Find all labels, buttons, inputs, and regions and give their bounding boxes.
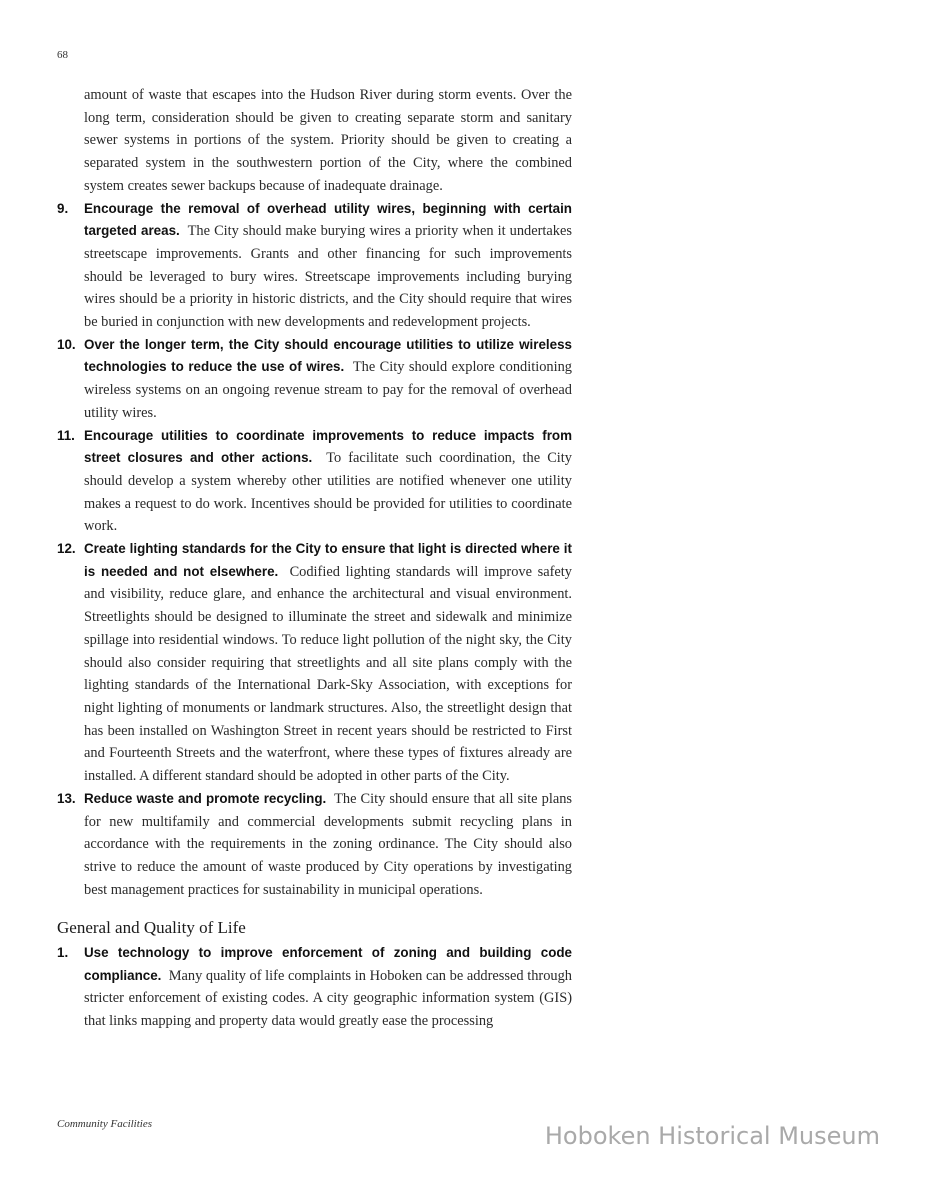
item-body: Codified lighting standards will improve safety and visibility, reduce glare, and enhance the architectural and visual environment. Streetlights should be designed to illuminate the street and sidewalk and minimize spillage into residential windows. To reduce light pollution of the night sky, the City should also consider requiring that streetlights and all site plans comply with the lighting standards of the International Dark-Sky Association, with exceptions for night lighting of monuments or landmark structures. Also, the streetlight design that has been installed on Washington Street in recent years should be restricted to First and Fourteenth Streets and the waterfront, where these types of fixtures already are installed. A different standard should be adopted in other parts of the City. [84, 563, 572, 785]
item-body: The City should explore conditioning wireless systems on an ongoing revenue stream to pay for the removal of overhead utility wires. [84, 359, 572, 421]
item-body: To facilitate such coordination, the City should develop a system whereby other utilities are notified whenever one utility makes a request to do work. Incentives should be provided for utilities to coordinate work. [84, 450, 572, 535]
item-lead: Encourage the removal of overhead utility wires, beginning with certain targeted areas. [84, 200, 572, 239]
list-item-general-1 [57, 942, 572, 1033]
item-number: 12. [57, 541, 76, 557]
item-number: 13. [57, 790, 76, 806]
list-item-11 [57, 425, 572, 539]
item-body: The City should ensure that all site plans for new multifamily and commercial developments submit recycling plans in accordance with the requirements in the zoning ordinance. The City should also strive to reduce the amount of waste produced by City operations by investigating best management practices for sustainability in municipal operations. [84, 790, 572, 898]
museum-watermark: Hoboken Historical Museum [544, 1122, 880, 1150]
item-number: 1. [57, 945, 69, 961]
item-lead: Use technology to improve enforcement of zoning and building code compliance. [84, 945, 572, 983]
footer-section-label: Community Facilities [57, 1118, 153, 1130]
item-body: Many quality of life complaints in Hoboken can be addressed through stricter enforcement of existing codes. A city geographic information system (GIS) that links mapping and property data would greatly ease the processing [84, 967, 572, 1030]
item-lead: Create lighting standards for the City to ensure that light is directed where it is needed and not elsewhere. [84, 541, 572, 579]
item-number: 11. [57, 427, 75, 443]
item-lead: Encourage utilities to coordinate improvements to reduce impacts from street closures and other actions. [84, 427, 572, 466]
page-number: 68 [57, 49, 68, 61]
list-item-13 [57, 788, 572, 902]
item-body: The City should make burying wires a priority when it undertakes streetscape improvements. Grants and other financing for such improvements should be leveraged to bury wires. Streetscape improvements including burying wires should be a priority in historic districts, and the City should require that wires be buried in conjunction with new developments and redevelopment projects. [84, 223, 572, 331]
document-body [57, 84, 572, 1033]
list-item-12 [57, 538, 572, 788]
intro-paragraph: amount of waste that escapes into the Hudson River during storm events. Over the long term, consideration should be given to creating separate storm and sanitary sewer systems in portions of the system. Priority should be given to creating a separated system in the southwestern portion of the City, where the combined system creates sewer backups because of inadequate drainage. [84, 87, 572, 194]
item-lead: Reduce waste and promote recycling. [84, 790, 327, 806]
item-number: 9. [57, 200, 69, 216]
list-item-9 [57, 198, 572, 334]
item-lead: Over the longer term, the City should encourage utilities to utilize wireless technologies to reduce the use of wires. [84, 336, 572, 375]
item-number: 10. [57, 336, 76, 352]
section-heading: General and Quality of Life [57, 918, 246, 938]
list-item-10 [57, 334, 572, 425]
